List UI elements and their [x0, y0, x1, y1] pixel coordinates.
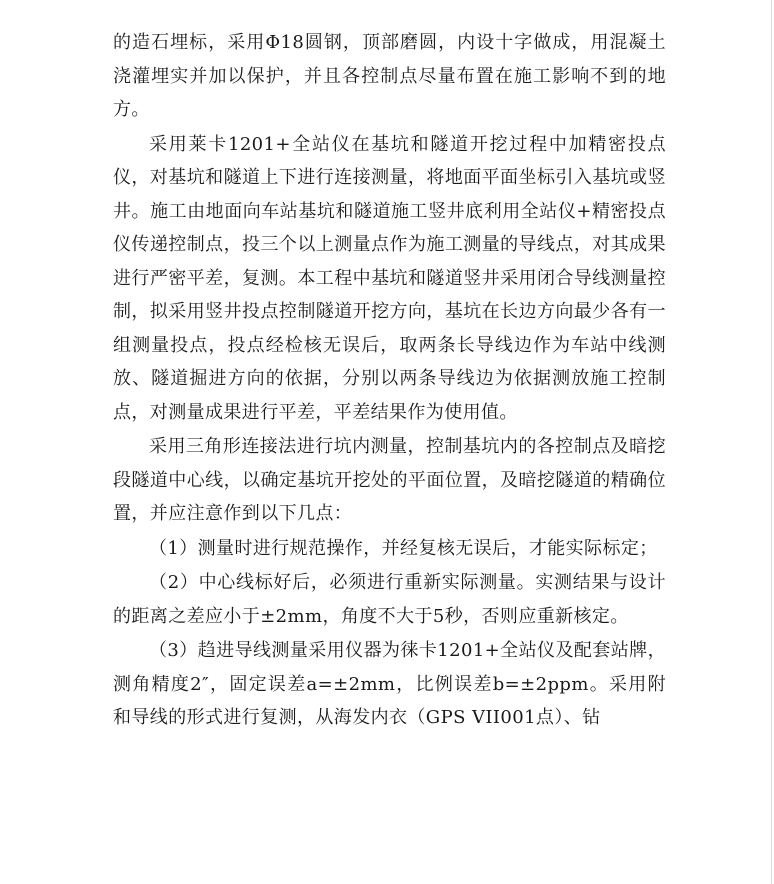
paragraph-triangle-method: 采用三角形连接法进行坑内测量，控制基坑内的各控制点及暗挖段隧道中心线，以确定基坑开挖处的平面位置，及暗挖隧道的精确位置，并应注意作到以下几点：	[113, 436, 666, 524]
list-item-3: （3）趋进导线测量采用仪器为徕卡1201+全站仪及配套站牌，测角精度2″，固定误差a=±2mm，比例误差b=±2ppm。采用附和导线的形式进行复测，从海发内衣（GPS VII001点）、钻	[113, 640, 666, 728]
page-edge-line	[771, 0, 772, 884]
paragraph-monument-burial: 的造石埋标，采用Φ18圆钢，顶部磨圆，内设十字做成，用混凝土浇灌埋实并加以保护，并且各控制点尽量布置在施工影响不到的地方。	[113, 32, 666, 120]
paragraph-connection-survey: 采用莱卡1201+全站仪在基坑和隧道开挖过程中加精密投点仪，对基坑和隧道上下进行连接测量，将地面平面坐标引入基坑或竖井。施工由地面向车站基坑和隧道施工竖井底利用全站仪+精密投点仪传递控制点，投三个以上测量点作为施工测量的导线点，对其成果进行严密平差，复测。本工程中基坑和隧道竖井采用闭合导线测量控制，拟采用竖井投点控制隧道开挖方向，基坑在长边方向最少各有一组测量投点，投点经检核无误后，取两条长导线边作为车站中线测放、隧道掘进方向的依据，分别以两条导线边为依据测放施工控制点，对测量成果进行平差，平差结果作为使用值。	[113, 133, 666, 423]
list-item-1: （1）测量时进行规范操作，并经复核无误后，才能实际标定；	[149, 537, 658, 559]
document-body	[113, 26, 666, 736]
list-item-2: （2）中心线标好后，必须进行重新实际测量。实测结果与设计的距离之差应小于±2mm，角度不大于5秒，否则应重新核定。	[113, 572, 666, 627]
